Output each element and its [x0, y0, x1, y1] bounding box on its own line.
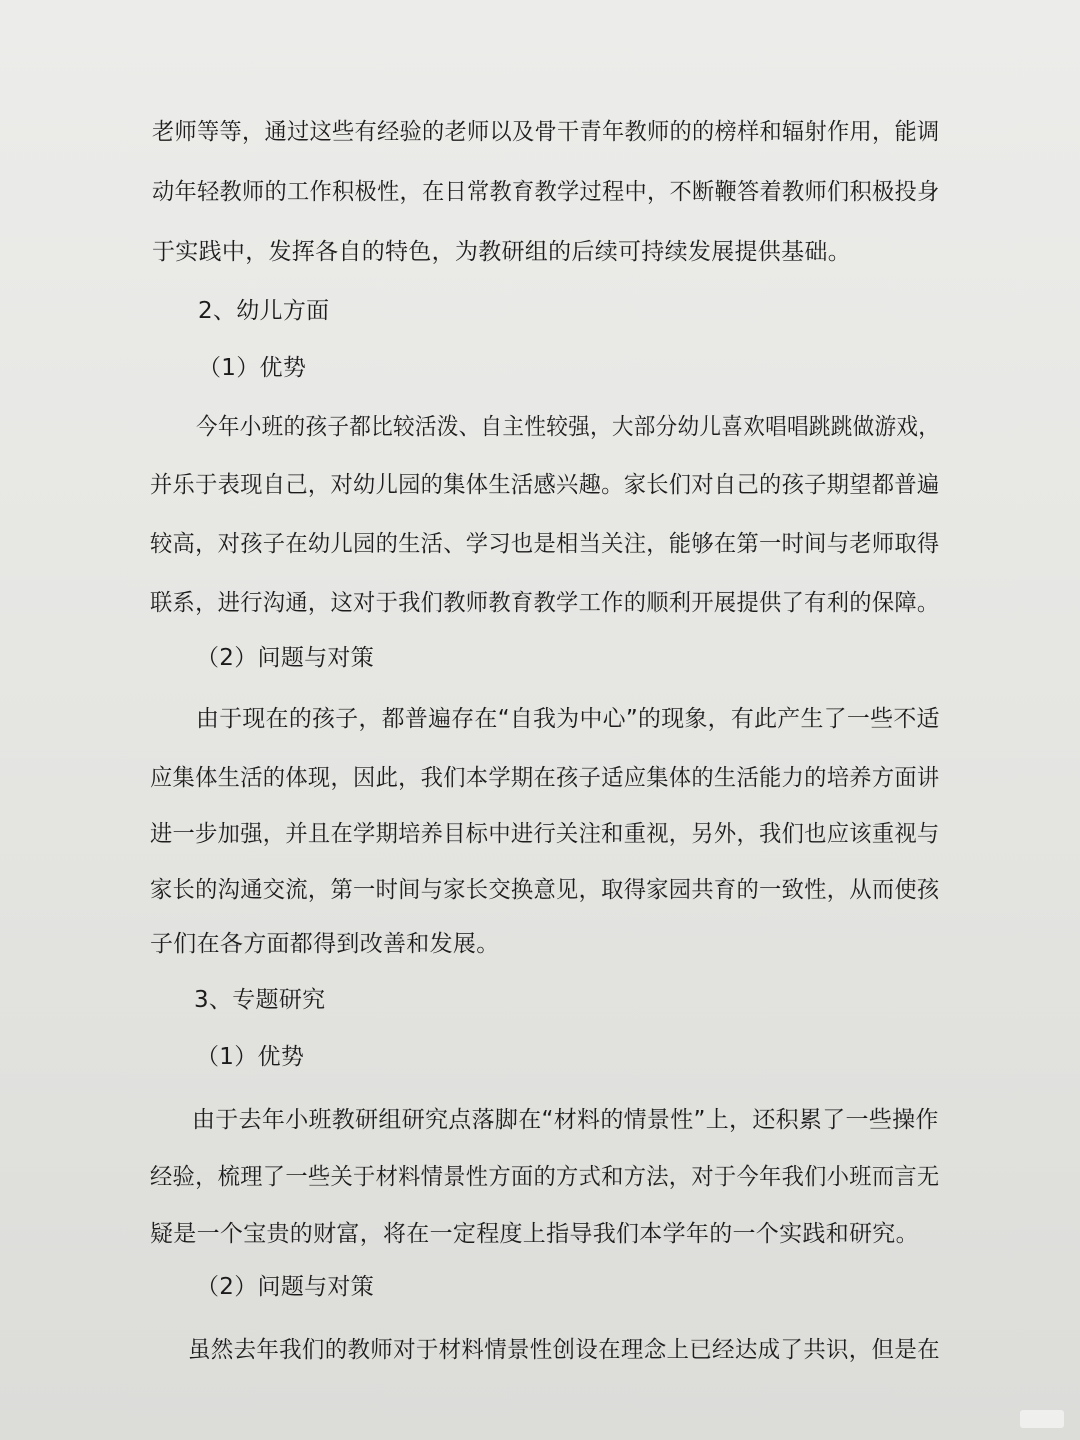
subsection-heading: （2）问题与对策 [196, 645, 375, 671]
text-line: 联系，进行沟通，这对于我们教师教育教学工作的顺利开展提供了有利的保障。 [150, 590, 940, 616]
text-line: 由于现在的孩子，都普遍存在“自我为中心”的现象，有此产生了一些不适 [196, 706, 940, 732]
text-line: 今年小班的孩子都比较活泼、自主性较强，大部分幼儿喜欢唱唱跳跳做游戏， [196, 414, 941, 440]
text-line: 虽然去年我们的教师对于材料情景性创设在理念上已经达成了共识，但是在 [188, 1337, 940, 1363]
text-line: 并乐于表现自己，对幼儿园的集体生活感兴趣。家长们对自己的孩子期望都普遍 [150, 472, 940, 498]
subsection-heading: （1）优势 [198, 355, 307, 381]
text-line: 应集体生活的体现，因此，我们本学期在孩子适应集体的生活能力的培养方面讲 [150, 765, 940, 791]
section-heading: 3、专题研究 [194, 987, 326, 1013]
text-line: 老师等等，通过这些有经验的老师以及骨干青年教师的的榜样和辐射作用，能调 [152, 119, 940, 145]
text-line: 动年轻教师的工作积极性，在日常教育教学过程中，不断鞭答着教师们积极投身 [152, 179, 940, 205]
text-line: 较高，对孩子在幼儿园的生活、学习也是相当关注，能够在第一时间与老师取得 [150, 531, 940, 557]
text-line: 由于去年小班教研组研究点落脚在“材料的情景性”上，还积累了一些操作 [192, 1107, 939, 1133]
section-heading: 2、幼儿方面 [198, 298, 330, 324]
subsection-heading: （2）问题与对策 [196, 1274, 375, 1300]
text-line: 子们在各方面都得到改善和发展。 [150, 931, 500, 957]
text-line: 经验，梳理了一些关于材料情景性方面的方式和方法，对于今年我们小班而言无 [150, 1164, 940, 1190]
text-line: 进一步加强，并且在学期培养目标中进行关注和重视，另外，我们也应该重视与 [150, 821, 940, 847]
text-line: 于实践中，发挥各自的特色，为教研组的后续可持续发展提供基础。 [152, 239, 851, 265]
subsection-heading: （1）优势 [196, 1044, 305, 1070]
text-line: 家长的沟通交流，第一时间与家长交换意见，取得家园共育的一致性，从而使孩 [150, 877, 940, 903]
corner-watermark [1020, 1410, 1064, 1428]
text-line: 疑是一个宝贵的财富，将在一定程度上指导我们本学年的一个实践和研究。 [150, 1221, 919, 1247]
